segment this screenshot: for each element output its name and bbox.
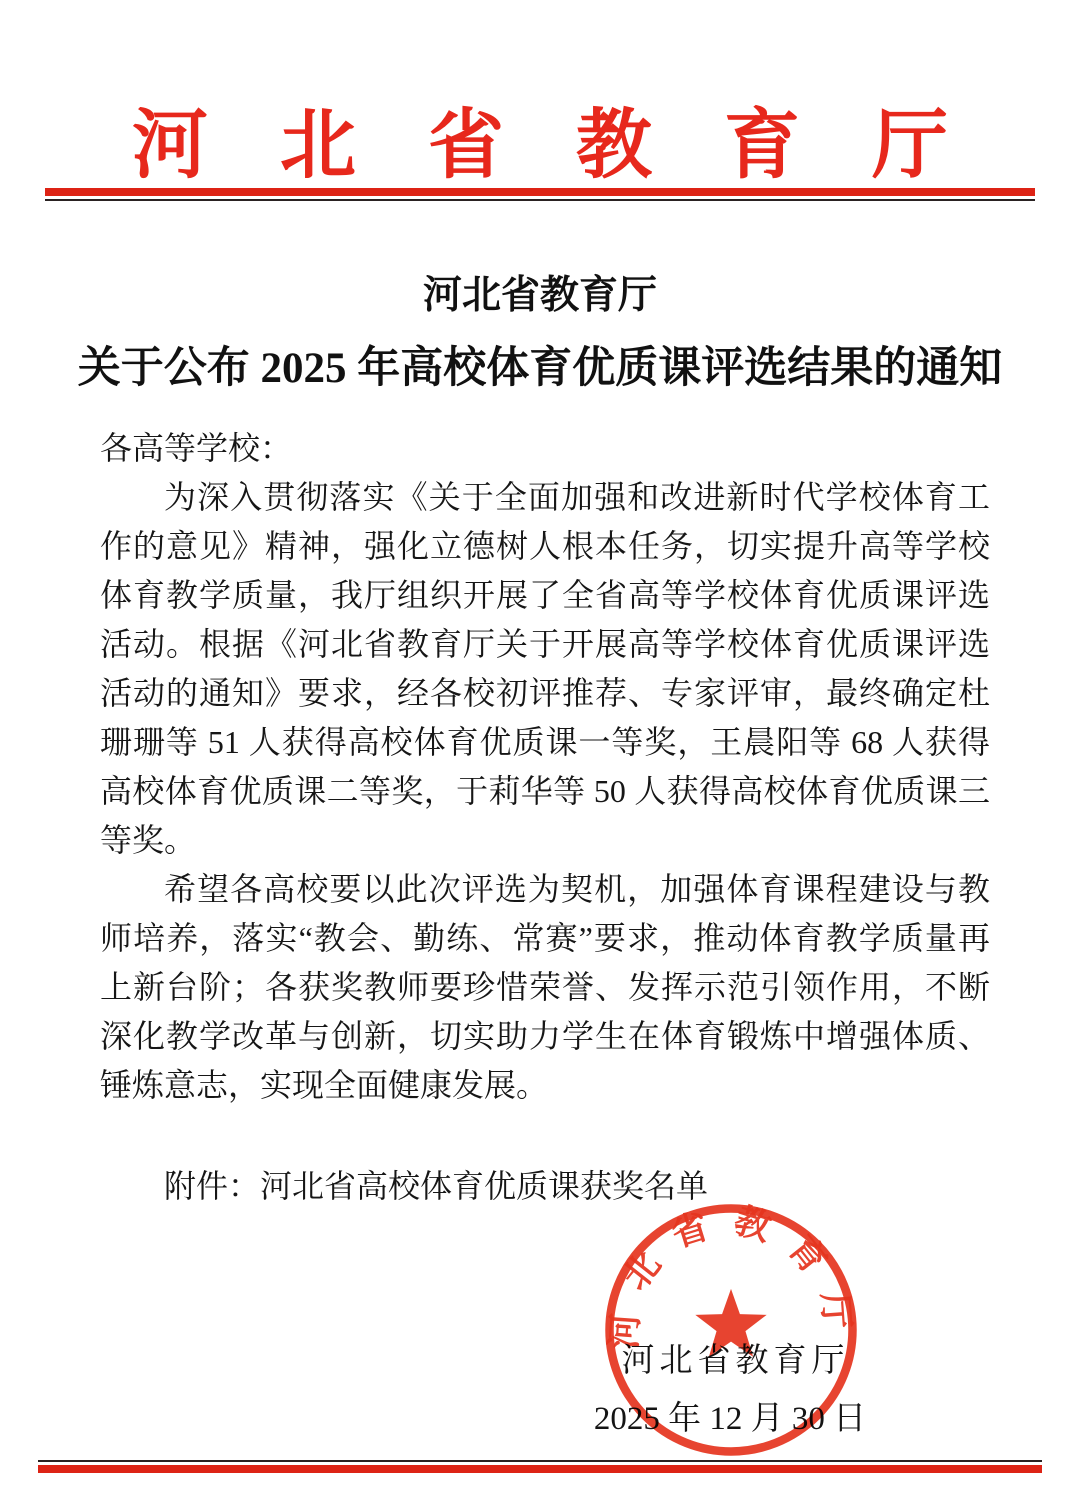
seal-star-icon [695,1289,766,1357]
header-divider-red-line [45,188,1035,196]
letterhead-title: 河北省教育厅 [132,104,1020,188]
document-title-line1: 河北省教育厅 [422,274,657,317]
attachment-note: 附件：河北省高校体育优质课获奖名单 [164,1168,709,1204]
footer-divider [38,1460,1042,1473]
header-divider [45,188,1035,201]
footer-divider-red-line [38,1465,1042,1473]
document-title-line2: 关于公布 2025 年高校体育优质课评选结果的通知 [77,345,1003,392]
header-divider-black-line [45,199,1035,201]
issue-date: 2025 年 12 月 30 日 [593,1401,867,1437]
body-paragraph-2: 希望各高校要以此次评选为契机，加强体育课程建设与教师培养，落实“教会、勤练、常赛”要求，推动体育教学质量再上新台阶；各获奖教师要珍惜荣誉、发挥示范引领作用，不断深化教学改革与创新，切实助力学生在体育锻炼中增强体质、锤炼意志，实现全面健康发展。 [100,871,990,1103]
official-seal [597,1196,865,1464]
document-body [100,424,990,1211]
seal-arc-text: 河北省教育厅 [603,1199,859,1351]
salutation: 各高等学校： [100,430,293,466]
body-paragraph-1: 为深入贯彻落实《关于全面加强和改进新时代学校体育工作的意见》精神，强化立德树人根本任务，切实提升高等学校体育教学质量，我厅组织开展了全省高等学校体育优质课评选活动。根据《河北省教育厅关于开展高等学校体育优质课评选活动的通知》要求，经各校初评推荐、专家评审，最终确定杜珊珊等 51 人获得高校体育优质课一等奖，王晨阳等 68 人获得高校体育优质课二等奖，于莉华等 50 人获得高校体育优质课三等奖。 [100,479,990,858]
issuing-agency: 河北省教育厅 [621,1343,850,1379]
